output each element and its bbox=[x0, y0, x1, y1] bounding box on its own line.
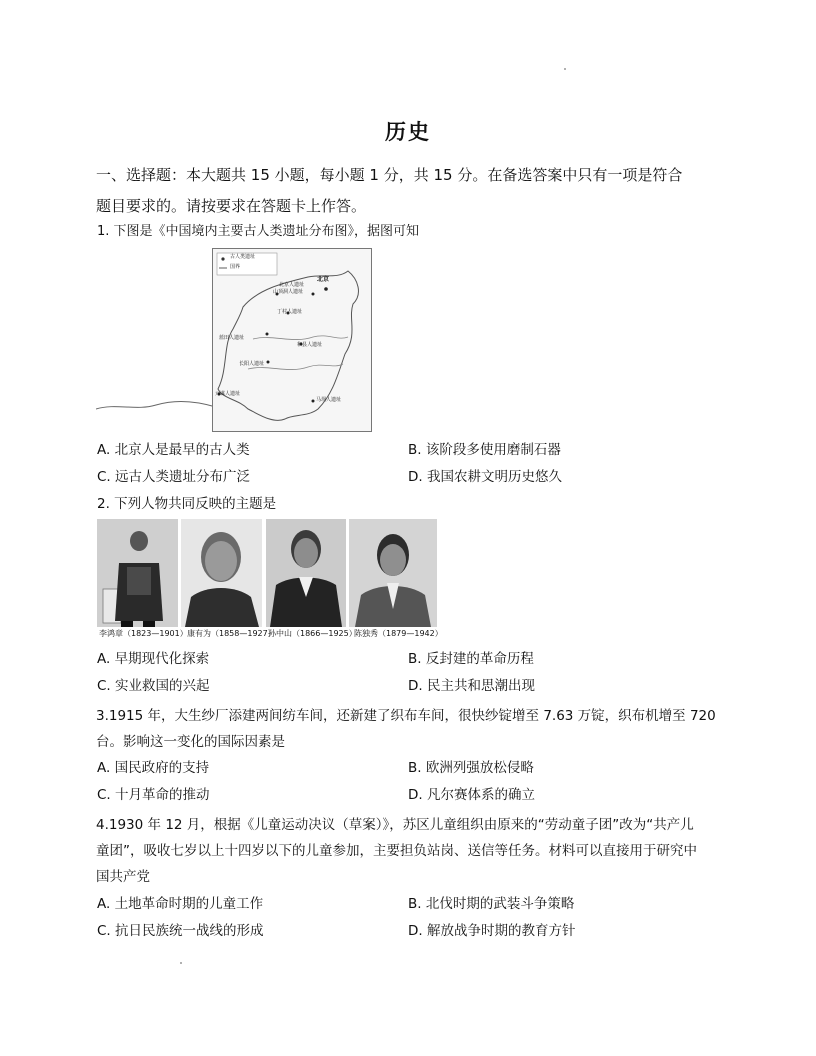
question-2-option-a[interactable]: A. 早期现代化探索 bbox=[97, 651, 210, 667]
question-4-option-b[interactable]: B. 北伐时期的武装斗争策略 bbox=[408, 896, 575, 912]
question-3-stem-line2: 台。影响这一变化的国际因素是 bbox=[96, 734, 285, 750]
map-label-lantian: 蓝田人遗址 bbox=[219, 335, 245, 341]
question-4-option-a[interactable]: A. 土地革命时期的儿童工作 bbox=[97, 896, 264, 912]
map-label-upper-cave: 山顶洞人遗址 bbox=[273, 289, 304, 295]
map-label-beijing: 北京 bbox=[317, 276, 330, 283]
caption-chen-duxiu: 陈独秀（1879—1942） bbox=[354, 629, 443, 638]
question-4-option-d[interactable]: D. 解放战争时期的教育方针 bbox=[408, 923, 576, 939]
sun-yat-sen-figure-icon bbox=[266, 519, 346, 627]
question-1-option-a[interactable]: A. 北京人是最早的古人类 bbox=[97, 442, 250, 458]
section-header-line2: 题目要求的。请按要求在答题卡上作答。 bbox=[96, 197, 367, 215]
question-4-option-c[interactable]: C. 抗日民族统一战线的形成 bbox=[97, 923, 264, 939]
question-3-option-a[interactable]: A. 国民政府的支持 bbox=[97, 760, 210, 776]
map-label-dingcun: 丁村人遗址 bbox=[277, 309, 303, 315]
question-1-option-b[interactable]: B. 该阶段多使用磨制石器 bbox=[408, 442, 561, 458]
map-label-maba: 马坝人遗址 bbox=[316, 397, 342, 403]
question-1-stem: 1. 下图是《中国境内主要古人类遗址分布图》，据图可知 bbox=[97, 224, 420, 239]
map-label-hexian: 和县人遗址 bbox=[297, 342, 323, 348]
caption-li-hongzhang: 李鸿章（1823—1901） bbox=[99, 629, 188, 638]
page-title: 历史 bbox=[385, 120, 431, 144]
caption-kang-youwei: 康有为（1858—1927） bbox=[187, 629, 276, 638]
map-label-changyang: 长阳人遗址 bbox=[239, 361, 265, 367]
question-3-option-c[interactable]: C. 十月革命的推动 bbox=[97, 787, 210, 803]
question-3-stem-line1: 3.1915 年，大生纱厂添建两间纺车间，还新建了织布车间，很快纱锭增至 7.63 万锭，织布机增至 720 bbox=[96, 708, 716, 724]
question-4-stem-line1: 4.1930 年 12 月，根据《儿童运动决议（草案）》，苏区儿童组织由原来的“劳动童子团”改为“共产儿 bbox=[96, 817, 694, 833]
portrait-kang-youwei bbox=[181, 519, 262, 627]
question-3-option-b[interactable]: B. 欧洲列强放松侵略 bbox=[408, 760, 534, 776]
map-label-yuanmou: 元谋人遗址 bbox=[215, 391, 241, 397]
question-2-option-b[interactable]: B. 反封建的革命历程 bbox=[408, 651, 534, 667]
question-4-stem bbox=[96, 812, 724, 890]
question-2-stem: 2. 下列人物共同反映的主题是 bbox=[97, 496, 277, 512]
portrait-chen-duxiu bbox=[349, 519, 437, 627]
question-3-stem bbox=[96, 703, 724, 755]
scan-speck bbox=[180, 962, 182, 964]
question-4-stem-line2: 童团”，吸收七岁以上十四岁以下的儿童参加，主要担负站岗、送信等任务。材料可以直接用于研究中 bbox=[96, 843, 697, 859]
scan-speck bbox=[564, 68, 566, 70]
question-2-option-d[interactable]: D. 民主共和思潮出现 bbox=[408, 678, 535, 694]
ancient-human-sites-map bbox=[212, 248, 372, 432]
question-3-option-d[interactable]: D. 凡尔赛体系的确立 bbox=[408, 787, 535, 803]
portrait-sun-yat-sen bbox=[266, 519, 346, 627]
kang-youwei-figure-icon bbox=[181, 519, 262, 627]
section-header bbox=[96, 160, 722, 222]
question-1-option-c[interactable]: C. 远古人类遗址分布广泛 bbox=[97, 469, 251, 485]
caption-sun-yat-sen: 孙中山（1866—1925） bbox=[268, 629, 357, 638]
map-label-peking-man: 北京人遗址 bbox=[279, 282, 305, 288]
section-header-line1: 一、选择题：本大题共 15 小题，每小题 1 分，共 15 分。在备选答案中只有一项是符合 bbox=[96, 166, 683, 184]
question-2-option-c[interactable]: C. 实业救国的兴起 bbox=[97, 678, 210, 694]
map-legend-site: 古人类遗址 bbox=[230, 254, 256, 260]
li-hongzhang-figure-icon bbox=[97, 519, 178, 627]
question-4-stem-line3: 国共产党 bbox=[96, 869, 150, 885]
chen-duxiu-figure-icon bbox=[349, 519, 437, 627]
question-1-option-d[interactable]: D. 我国农耕文明历史悠久 bbox=[408, 469, 562, 485]
portrait-li-hongzhang bbox=[97, 519, 178, 627]
map-legend-border: 国界 bbox=[230, 264, 241, 270]
map-border-line bbox=[96, 395, 216, 415]
